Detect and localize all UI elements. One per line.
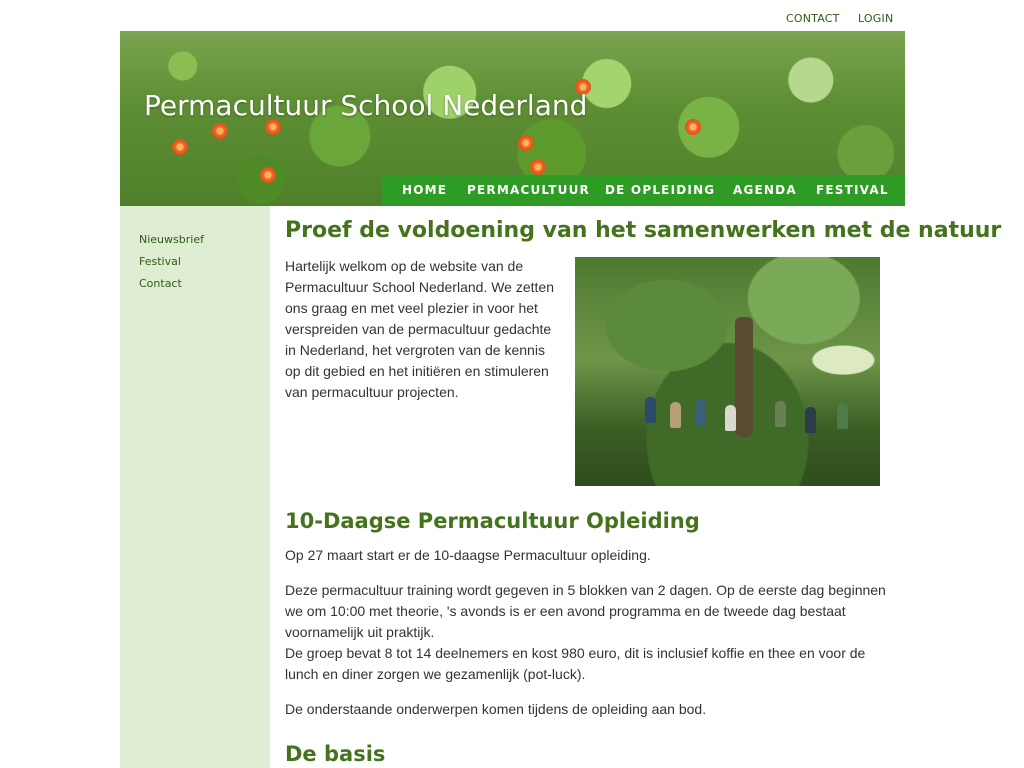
person-figure xyxy=(670,402,681,428)
intro-paragraph: Hartelijk welkom op de website van de Permacultuur School Nederland. We zetten ons graag en met veel plezier in voor het verspreiden van de permacultuur gedachte in Nederland, het vergroten van de kennis op dit gebied en het initiëren en stimuleren van permacultuur projecten. xyxy=(285,258,554,400)
site-title[interactable]: Permacultuur School Nederland xyxy=(144,89,588,122)
nav-festival[interactable]: FESTIVAL xyxy=(816,183,889,197)
topics-paragraph: De onderstaande onderwerpen komen tijdens de opleiding aan bod. xyxy=(285,701,707,717)
main-content xyxy=(270,206,1002,768)
main-nav xyxy=(382,175,905,206)
group-cost-paragraph: De groep bevat 8 tot 14 deelnemers en kost 980 euro, dit is inclusief koffie en thee en voor de lunch en diner zorgen we gezamenlijk (pot-luck). xyxy=(285,645,866,682)
nav-permacultuur[interactable]: PERMACULTUUR xyxy=(467,183,590,197)
person-figure xyxy=(805,407,816,433)
sidebar-item-festival[interactable]: Festival xyxy=(139,255,181,268)
nav-home[interactable]: HOME xyxy=(402,183,448,197)
flower-decoration xyxy=(172,139,188,155)
start-date-paragraph: Op 27 maart start er de 10-daagse Permacultuur opleiding. xyxy=(285,547,651,563)
nav-de-opleiding[interactable]: DE OPLEIDING xyxy=(605,183,716,197)
flower-decoration xyxy=(530,159,546,175)
flower-decoration xyxy=(212,123,228,139)
subheading-basis: De basis xyxy=(285,742,386,766)
training-info-paragraph: Deze permacultuur training wordt gegeven in 5 blokken van 2 dagen. Op de eerste dag beginnen we om 10:00 met theorie, 's avonds is er een avond programma en de tweede dag bestaat voornamelijk uit praktijk. xyxy=(285,582,886,640)
flower-decoration xyxy=(260,167,276,183)
sidebar xyxy=(120,206,270,768)
person-figure xyxy=(725,405,736,431)
flower-decoration xyxy=(685,119,701,135)
top-contact-link[interactable]: CONTACT xyxy=(786,12,840,25)
top-utility-nav xyxy=(120,0,905,31)
flower-decoration xyxy=(518,135,534,151)
section-heading-opleiding: 10-Daagse Permacultuur Opleiding xyxy=(285,509,700,533)
tree-trunk-decoration xyxy=(735,317,753,437)
sidebar-item-nieuwsbrief[interactable]: Nieuwsbrief xyxy=(139,233,204,246)
header-banner xyxy=(120,31,905,206)
person-figure xyxy=(645,397,656,423)
group-outdoor-photo xyxy=(575,257,880,486)
page-heading: Proef de voldoening van het samenwerken met de natuur xyxy=(285,218,1002,243)
person-figure xyxy=(837,403,848,429)
person-figure xyxy=(695,399,706,425)
nav-agenda[interactable]: AGENDA xyxy=(733,183,797,197)
sidebar-item-contact[interactable]: Contact xyxy=(139,277,182,290)
top-login-link[interactable]: LOGIN xyxy=(858,12,894,25)
person-figure xyxy=(775,401,786,427)
